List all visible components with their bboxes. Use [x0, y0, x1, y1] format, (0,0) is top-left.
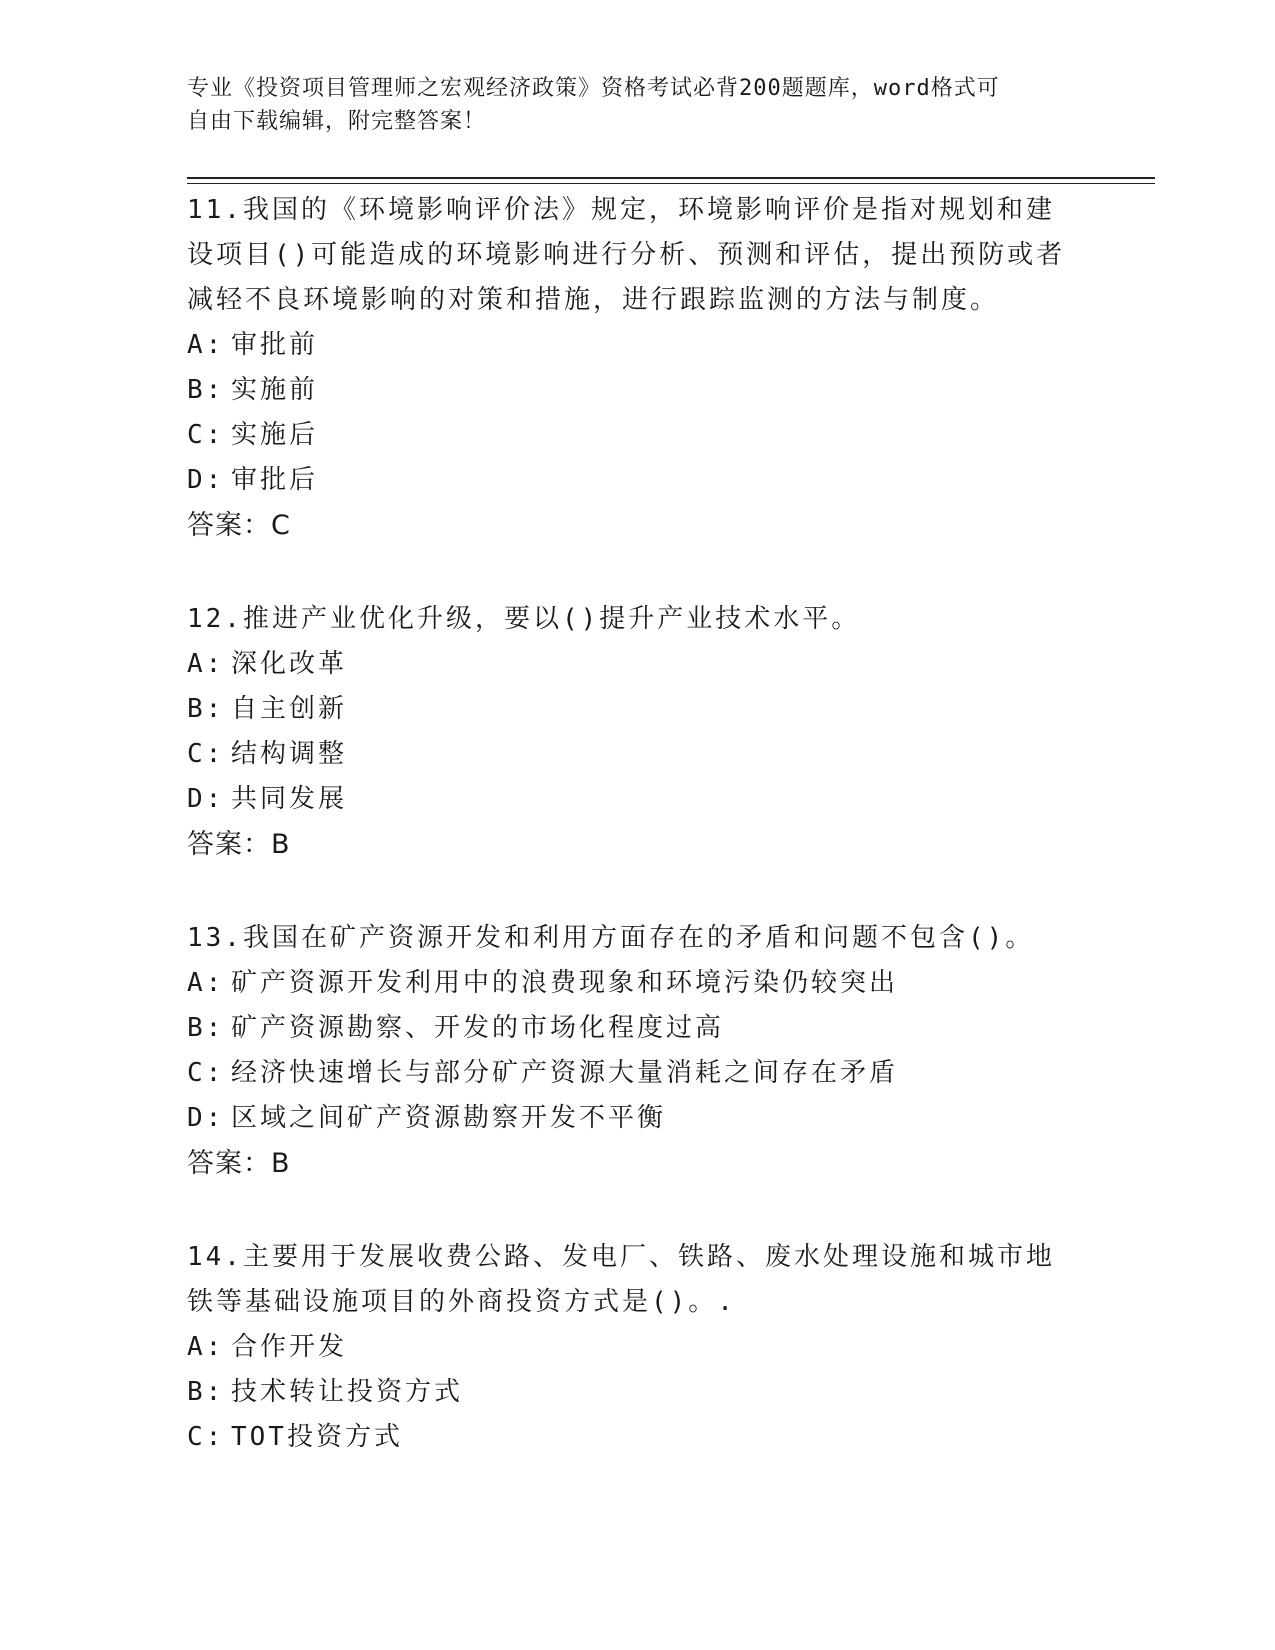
option-d: [187, 458, 1087, 503]
option-c: [187, 1051, 1087, 1096]
option-c: [187, 1415, 1087, 1460]
option-b: [187, 368, 1087, 413]
option-letter: B:: [187, 694, 225, 724]
question-14: [187, 1235, 1087, 1460]
question-11: [187, 188, 1087, 549]
option-d: [187, 1096, 1087, 1141]
option-letter: C:: [187, 1058, 225, 1088]
header-line-2: 自由下载编辑，附完整答案！: [187, 109, 487, 134]
option-d: [187, 777, 1087, 822]
option-text: 共同发展: [231, 784, 348, 814]
option-text: 实施后: [231, 420, 319, 450]
question-stem: 11.我国的《环境影响评价法》规定，环境影响评价是指对规划和建设项目()可能造成的环境影响进行分析、预测和评估，提出预防或者减轻不良环境影响的对策和措施，进行跟踪监测的方法与制度。: [187, 195, 1066, 315]
question-list: [187, 188, 1087, 1508]
option-text: 深化改革: [231, 649, 348, 679]
option-letter: A:: [187, 968, 225, 998]
option-c: [187, 732, 1087, 777]
option-text: 审批后: [231, 465, 319, 495]
header-divider-thick: [187, 177, 1155, 179]
option-letter: A:: [187, 649, 225, 679]
question-stem: 14.主要用于发展收费公路、发电厂、铁路、废水处理设施和城市地铁等基础设施项目的外商投资方式是()。.: [187, 1242, 1055, 1317]
header-line-1: 专业《投资项目管理师之宏观经济政策》资格考试必背200题题库，word格式可: [187, 76, 1000, 101]
answer-line: 答案：C: [187, 510, 291, 541]
option-c: [187, 413, 1087, 458]
document-header: [187, 72, 1067, 138]
option-b: [187, 1370, 1087, 1415]
option-a: [187, 642, 1087, 687]
option-text: 实施前: [231, 375, 319, 405]
option-letter: B:: [187, 375, 225, 405]
option-a: [187, 961, 1087, 1006]
option-letter: B:: [187, 1377, 225, 1407]
option-text: 矿产资源勘察、开发的市场化程度过高: [231, 1013, 725, 1043]
option-letter: C:: [187, 1422, 225, 1452]
answer-line: 答案：B: [187, 1148, 291, 1179]
option-letter: C:: [187, 420, 225, 450]
option-text: 自主创新: [231, 694, 348, 724]
option-letter: A:: [187, 330, 225, 360]
option-b: [187, 687, 1087, 732]
option-text: 矿产资源开发利用中的浪费现象和环境污染仍较突出: [231, 968, 899, 998]
option-b: [187, 1006, 1087, 1051]
option-text: 技术转让投资方式: [231, 1377, 464, 1407]
question-13: [187, 916, 1087, 1187]
option-text: 审批前: [231, 330, 319, 360]
option-a: [187, 1325, 1087, 1370]
option-letter: C:: [187, 739, 225, 769]
option-letter: D:: [187, 465, 225, 495]
answer-line: 答案：B: [187, 829, 291, 860]
question-stem: 12.推进产业优化升级，要以()提升产业技术水平。: [187, 604, 861, 634]
option-text: 结构调整: [231, 739, 348, 769]
option-text: 经济快速增长与部分矿产资源大量消耗之间存在矛盾: [231, 1058, 899, 1088]
option-text: 合作开发: [231, 1332, 348, 1362]
option-letter: D:: [187, 1103, 225, 1133]
option-text: TOT投资方式: [231, 1422, 403, 1452]
option-letter: B:: [187, 1013, 225, 1043]
question-stem: 13.我国在矿产资源开发和利用方面存在的矛盾和问题不包含()。: [187, 923, 1035, 953]
option-letter: D:: [187, 784, 225, 814]
option-a: [187, 323, 1087, 368]
header-divider-thin: [187, 183, 1155, 184]
question-12: [187, 597, 1087, 868]
option-text: 区域之间矿产资源勘察开发不平衡: [231, 1103, 667, 1133]
option-letter: A:: [187, 1332, 225, 1362]
